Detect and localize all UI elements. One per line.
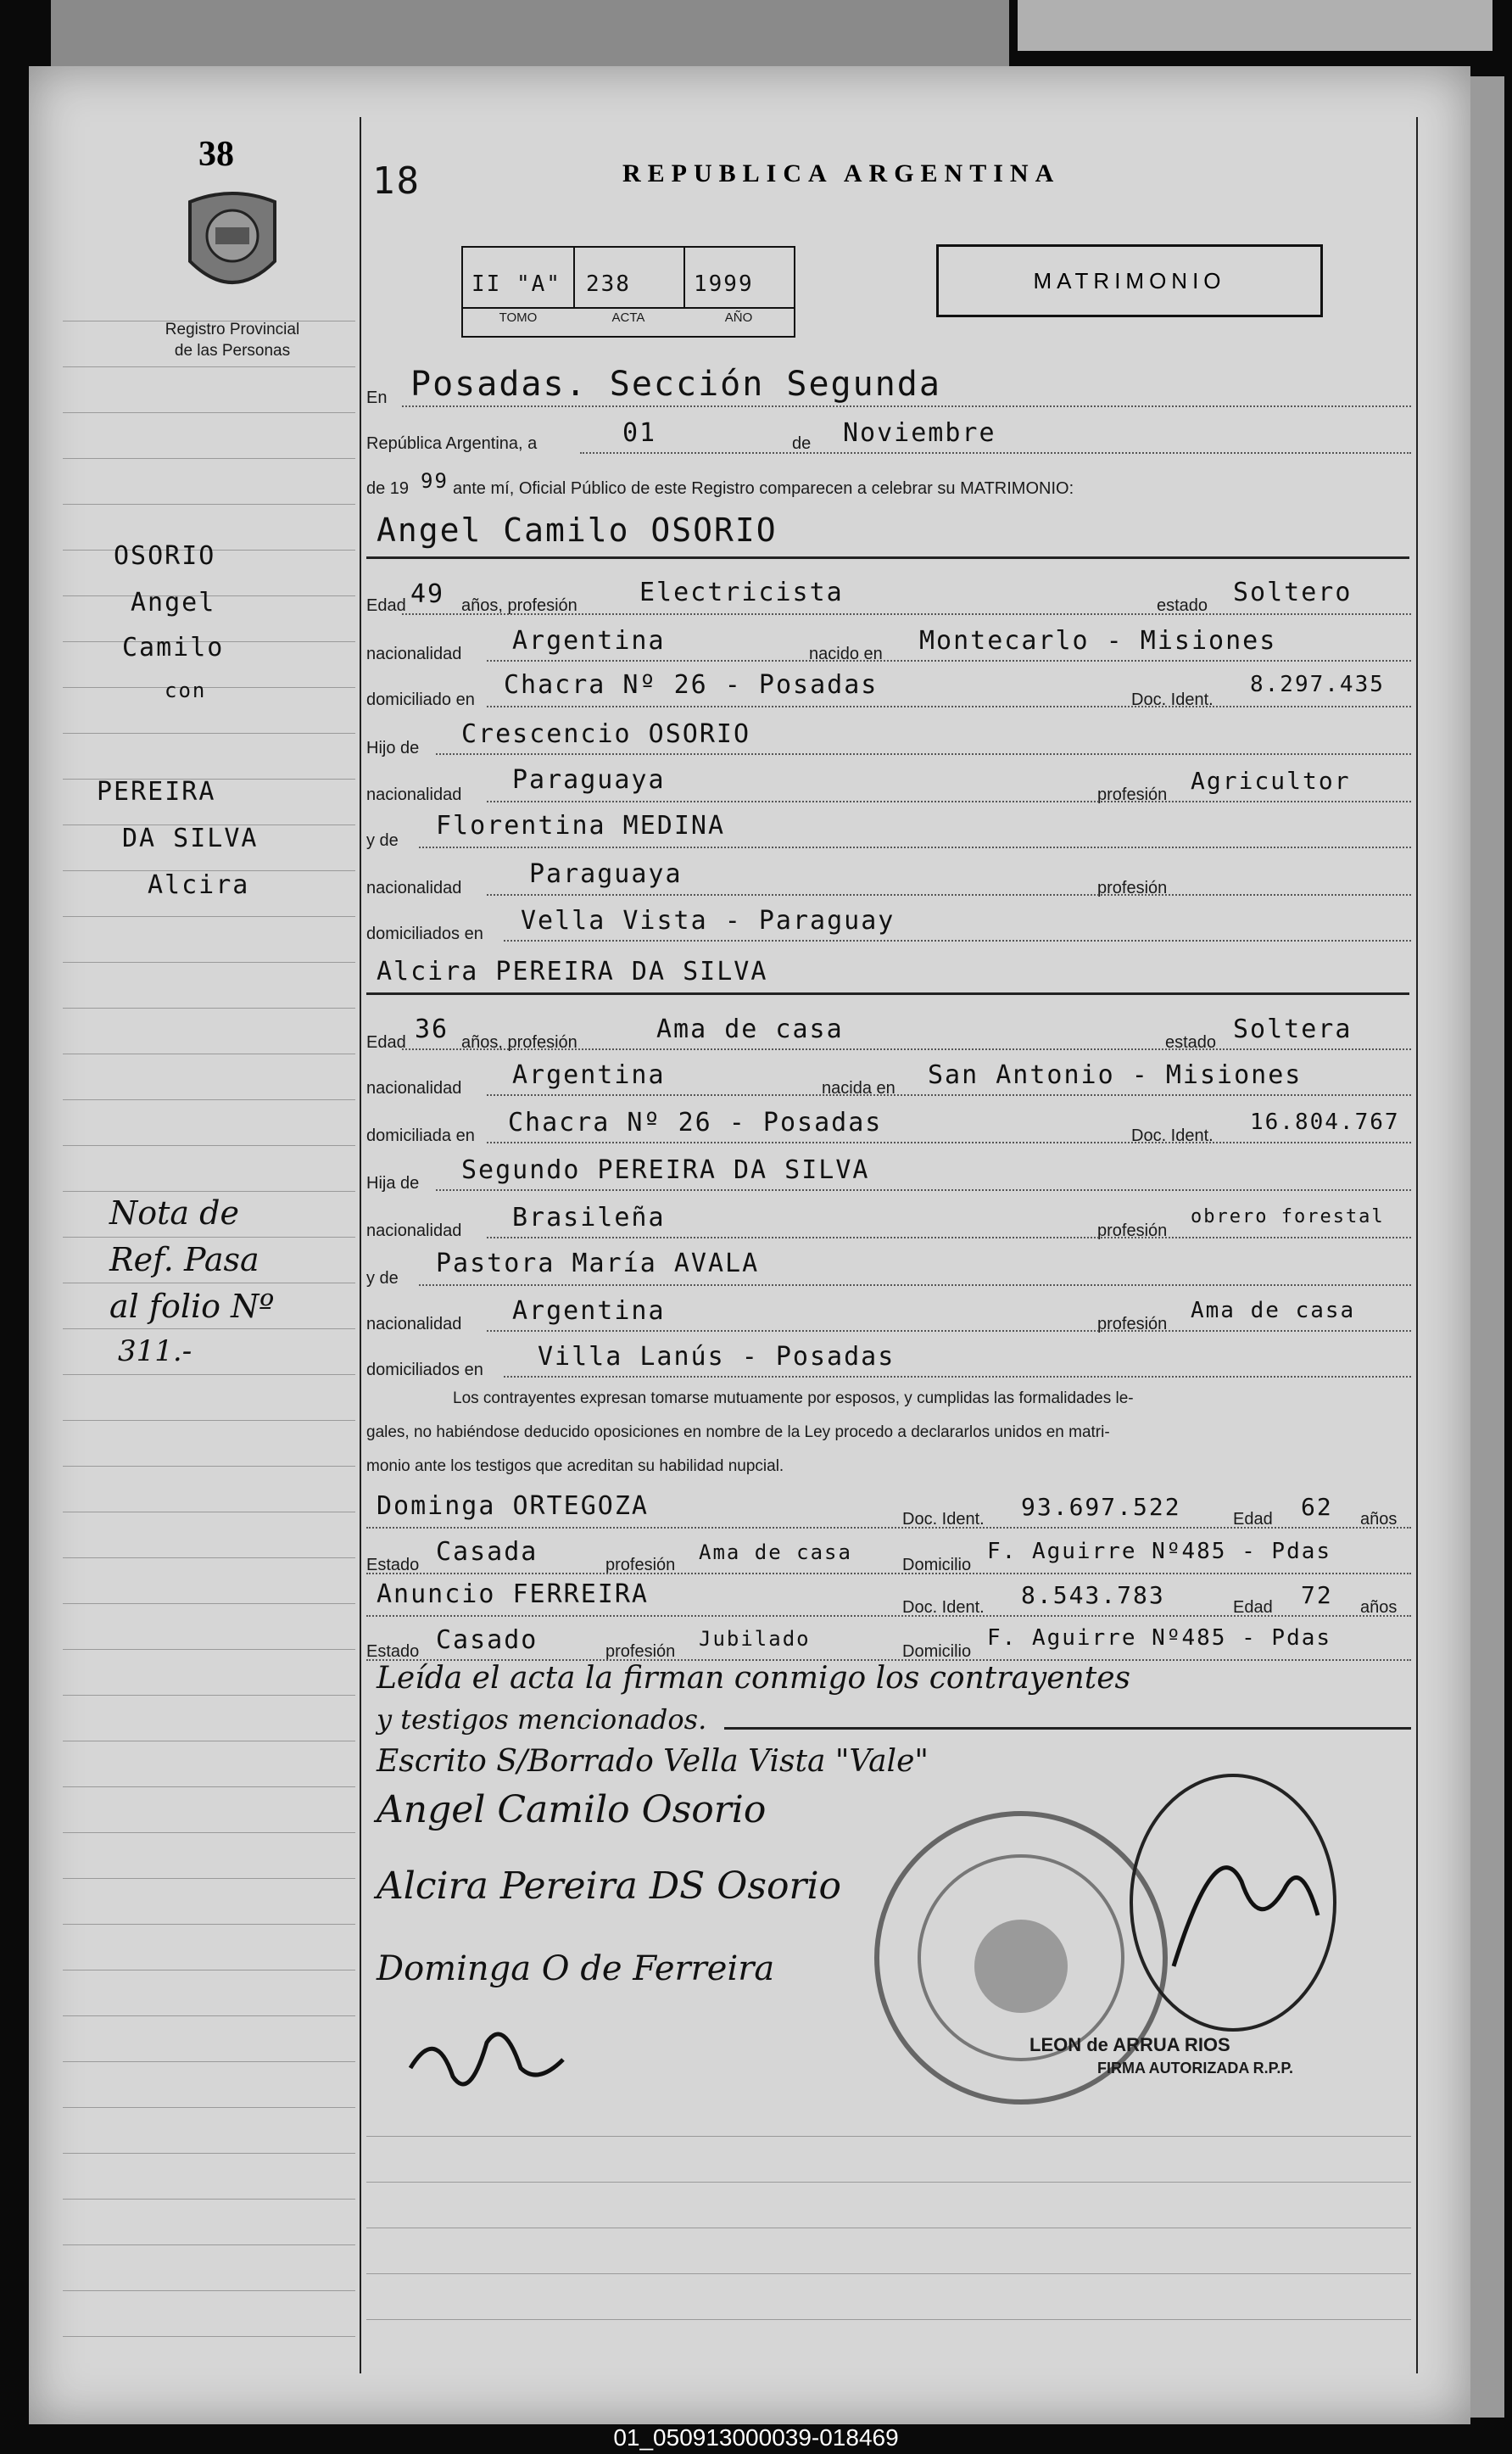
- signature-scribble: [402, 2009, 572, 2102]
- bride-dom-label: domiciliada en: [366, 1126, 475, 1145]
- margin-rule-line: [63, 366, 355, 367]
- bride-born-label: nacida en: [822, 1079, 895, 1098]
- ano-value: 1999: [694, 271, 754, 297]
- bride-father-nat: Brasileña: [512, 1203, 666, 1233]
- margin-rule-line: [63, 1328, 355, 1329]
- margin-surname-bride-2: DA SILVA: [122, 824, 259, 853]
- witness2-estado: Casado: [436, 1625, 538, 1655]
- witness1-doc-label: Doc. Ident.: [902, 1510, 985, 1529]
- bride-estado-label: estado: [1165, 1033, 1217, 1052]
- margin-rule-line: [63, 2336, 355, 2337]
- witness1-age: 62: [1301, 1493, 1333, 1521]
- bride-father: Segundo PEREIRA DA SILVA: [461, 1155, 870, 1185]
- en-label: En: [366, 389, 388, 407]
- margin-rule-line: [63, 2015, 355, 2016]
- margin-rule-line: [63, 916, 355, 917]
- margin-rule-line: [63, 2290, 355, 2291]
- margin-rule-line: [63, 2199, 355, 2200]
- bride-estado: Soltera: [1233, 1015, 1353, 1044]
- bride-nat-label: nacionalidad: [366, 1079, 462, 1098]
- bride-mother-label: y de: [366, 1269, 399, 1288]
- groom-nationality: Argentina: [512, 626, 666, 656]
- groom-doc: 8.297.435: [1250, 672, 1385, 697]
- bride-age-label: Edad: [366, 1033, 406, 1052]
- bride-domicile: Chacra Nº 26 - Posadas: [508, 1108, 883, 1138]
- margin-rule-line: [63, 2107, 355, 2108]
- witness2-estado-label: Estado: [366, 1642, 420, 1661]
- statement-line-1: Los contrayentes expresan tomarse mutuamente por esposos, y cumplidas las formalidades le-: [453, 1389, 1134, 1407]
- official-name: LEON de ARRUA RIOS: [1029, 2034, 1230, 2055]
- margin-note-1: Nota de: [109, 1194, 239, 1232]
- groom-mother: Florentina MEDINA: [436, 811, 726, 841]
- witness1-domicile: F. Aguirre Nº485 - Pdas: [987, 1539, 1332, 1564]
- witness1-estado: Casada: [436, 1537, 538, 1567]
- republic-label: República Argentina, a: [366, 434, 538, 453]
- margin-rule-line: [63, 1649, 355, 1650]
- bride-born: San Antonio - Misiones: [928, 1060, 1303, 1090]
- year-value: 99: [421, 469, 449, 493]
- margin-rule-line: [63, 2153, 355, 2154]
- bride-parents-dom-label: domiciliados en: [366, 1361, 483, 1379]
- groom-mother-nat-label: nacionalidad: [366, 879, 462, 897]
- tomo-label: TOMO: [499, 310, 538, 325]
- bride-age: 36: [415, 1015, 449, 1044]
- closing-line-1: Leída el acta la firman conmigo los contrayentes: [377, 1661, 1130, 1696]
- groom-father-prof-label: profesión: [1097, 785, 1168, 804]
- tomo-value: II "A": [471, 271, 561, 297]
- groom-father-nat: Paraguaya: [512, 765, 666, 795]
- margin-rule-line: [63, 1191, 355, 1192]
- groom-estado-label: estado: [1157, 596, 1208, 615]
- witness2-domicile: F. Aguirre Nº485 - Pdas: [987, 1625, 1332, 1651]
- witness2-doc: 8.543.783: [1021, 1581, 1165, 1609]
- country-title: REPUBLICA ARGENTINA: [622, 159, 1061, 187]
- day-value: 01: [622, 418, 657, 448]
- margin-rule-line: [63, 1008, 355, 1009]
- bride-parents-dom: Villa Lanús - Posadas: [538, 1342, 895, 1372]
- witness1-name: Dominga ORTEGOZA: [377, 1491, 649, 1521]
- bride-doc-label: Doc. Ident.: [1131, 1126, 1214, 1145]
- witness1-prof-label: profesión: [605, 1556, 676, 1574]
- registry-label-1: Registro Provincial: [165, 321, 300, 338]
- page-right-edge: [1470, 76, 1504, 2418]
- witness1-edad-label: Edad: [1233, 1510, 1273, 1529]
- registry-label-2: de las Personas: [174, 342, 291, 360]
- margin-rule-line: [63, 1557, 355, 1558]
- groom-parents-dom: Vella Vista - Paraguay: [521, 906, 895, 936]
- margin-rule-line: [63, 458, 355, 459]
- witness2-dom-label: Domicilio: [902, 1642, 972, 1661]
- margin-rule-line: [63, 1145, 355, 1146]
- acta-value: 238: [586, 271, 631, 297]
- acta-label: ACTA: [611, 310, 645, 325]
- document-type-box: MATRIMONIO: [936, 244, 1323, 317]
- margin-divider: [360, 117, 361, 2373]
- provincial-seal: [173, 185, 292, 312]
- witness1-estado-label: Estado: [366, 1556, 420, 1574]
- margin-rule-line: [63, 1374, 355, 1375]
- groom-doc-label: Doc. Ident.: [1131, 690, 1214, 709]
- witness1-profession: Ama de casa: [699, 1540, 852, 1564]
- groom-father-nat-label: nacionalidad: [366, 785, 462, 804]
- signature-groom: Angel Camilo Osorio: [377, 1788, 767, 1831]
- bride-name: Alcira PEREIRA DA SILVA: [377, 957, 768, 987]
- margin-rule-line: [63, 504, 355, 505]
- witness2-doc-label: Doc. Ident.: [902, 1598, 985, 1617]
- page-number: 38: [198, 135, 234, 174]
- bride-father-prof-label: profesión: [1097, 1221, 1168, 1240]
- bride-father-prof: obrero forestal: [1191, 1206, 1385, 1227]
- witness2-age: 72: [1301, 1581, 1333, 1609]
- signature-bride: Alcira Pereira DS Osorio: [377, 1864, 842, 1908]
- body-rule-line: [366, 2136, 1411, 2137]
- bride-mother-prof: Ama de casa: [1191, 1298, 1356, 1323]
- margin-rule-line: [63, 1695, 355, 1696]
- official-title: FIRMA AUTORIZADA R.P.P.: [1097, 2060, 1294, 2077]
- groom-prof-label: años, profesión: [461, 596, 577, 615]
- margin-rule-line: [63, 962, 355, 963]
- groom-father: Crescencio OSORIO: [461, 719, 751, 749]
- witness1-doc: 93.697.522: [1021, 1493, 1181, 1521]
- groom-father-prof: Agricultor: [1191, 767, 1351, 795]
- groom-profession: Electricista: [639, 578, 844, 607]
- margin-rule-line: [63, 687, 355, 688]
- margin-note-2: Ref. Pasa: [109, 1241, 259, 1278]
- signature-witness: Dominga O de Ferreira: [377, 1949, 775, 1988]
- body-rule-line: [366, 2319, 1411, 2320]
- closing-line-3: Escrito S/Borrado Vella Vista "Vale": [377, 1744, 929, 1779]
- top-background-strip-right: [1018, 0, 1492, 51]
- witness2-anos-label: años: [1360, 1598, 1398, 1617]
- oval-signature-mark: [1106, 1763, 1360, 2043]
- groom-father-label: Hijo de: [366, 739, 420, 757]
- right-border: [1416, 117, 1418, 2373]
- ano-label: AÑO: [724, 310, 753, 325]
- margin-rule-line: [63, 1924, 355, 1925]
- groom-estado: Soltero: [1233, 578, 1353, 607]
- margin-rule-line: [63, 1832, 355, 1833]
- top-background-strip: [51, 0, 1009, 66]
- bride-doc: 16.804.767: [1250, 1110, 1400, 1135]
- groom-name: Angel Camilo OSORIO: [377, 511, 778, 549]
- groom-mother-nat: Paraguaya: [529, 859, 683, 889]
- margin-surname-bride-1: PEREIRA: [97, 777, 216, 807]
- bride-profession: Ama de casa: [656, 1015, 844, 1044]
- de-label: de: [792, 434, 812, 453]
- margin-con: con: [165, 679, 207, 702]
- bride-father-nat-label: nacionalidad: [366, 1221, 462, 1240]
- month-value: Noviembre: [843, 418, 996, 448]
- bride-father-label: Hija de: [366, 1174, 420, 1193]
- bride-mother-prof-label: profesión: [1097, 1315, 1168, 1333]
- groom-mother-prof-label: profesión: [1097, 879, 1168, 897]
- bride-nationality: Argentina: [512, 1060, 666, 1090]
- margin-rule-line: [63, 733, 355, 734]
- groom-born: Montecarlo - Misiones: [919, 626, 1277, 656]
- witness2-prof-label: profesión: [605, 1642, 676, 1661]
- margin-note-4: 311.-: [118, 1334, 192, 1368]
- margin-rule-line: [63, 1237, 355, 1238]
- bride-prof-label: años, profesión: [461, 1033, 577, 1052]
- margin-rule-line: [63, 1420, 355, 1421]
- statement-line-3: monio ante los testigos que acreditan su habilidad nupcial.: [366, 1457, 784, 1475]
- margin-rule-line: [63, 2061, 355, 2062]
- corner-mark: 18: [372, 159, 421, 203]
- groom-parents-dom-label: domiciliados en: [366, 925, 483, 943]
- groom-domicile: Chacra Nº 26 - Posadas: [504, 670, 879, 700]
- groom-age: 49: [410, 579, 445, 609]
- margin-name-groom-1: Angel: [131, 588, 216, 618]
- margin-note-3: al folio Nº: [109, 1288, 275, 1325]
- witness1-anos-label: años: [1360, 1510, 1398, 1529]
- witness1-dom-label: Domicilio: [902, 1556, 972, 1574]
- margin-rule-line: [63, 1099, 355, 1100]
- witness2-profession: Jubilado: [699, 1627, 811, 1651]
- margin-rule-line: [63, 1466, 355, 1467]
- body-rule-line: [366, 2182, 1411, 2183]
- margin-rule-line: [63, 2244, 355, 2245]
- margin-rule-line: [63, 1786, 355, 1787]
- groom-mother-label: y de: [366, 831, 399, 850]
- witness2-edad-label: Edad: [1233, 1598, 1273, 1617]
- bride-mother: Pastora María AVALA: [436, 1249, 760, 1278]
- year-label: de 19: [366, 479, 410, 498]
- place-value: Posadas. Sección Segunda: [410, 365, 941, 404]
- bride-mother-nat-label: nacionalidad: [366, 1315, 462, 1333]
- groom-dom-label: domiciliado en: [366, 690, 475, 709]
- margin-name-groom-2: Camilo: [122, 633, 225, 662]
- groom-age-label: Edad: [366, 596, 406, 615]
- register-page: [29, 66, 1470, 2424]
- margin-surname-groom: OSORIO: [114, 541, 216, 571]
- margin-name-bride: Alcira: [148, 870, 250, 900]
- image-id-footer: 01_050913000039-018469: [613, 2424, 899, 2451]
- bride-mother-nat: Argentina: [512, 1296, 666, 1326]
- groom-nat-label: nacionalidad: [366, 645, 462, 663]
- margin-rule-line: [63, 1878, 355, 1879]
- record-id-table: [461, 246, 795, 338]
- closing-line-2: y testigos mencionados.: [377, 1703, 707, 1736]
- witness2-name: Anuncio FERREIRA: [377, 1579, 649, 1609]
- margin-rule-line: [63, 1603, 355, 1604]
- statement-line-2: gales, no habiéndose deducido oposiciones en nombre de la Ley procedo a declararlos unidos en matri-: [366, 1423, 1110, 1441]
- body-rule-line: [366, 2273, 1411, 2274]
- groom-born-label: nacido en: [809, 645, 883, 663]
- intro-text: ante mí, Oficial Público de este Registro comparecen a celebrar su MATRIMONIO:: [453, 479, 1074, 498]
- margin-rule-line: [63, 412, 355, 413]
